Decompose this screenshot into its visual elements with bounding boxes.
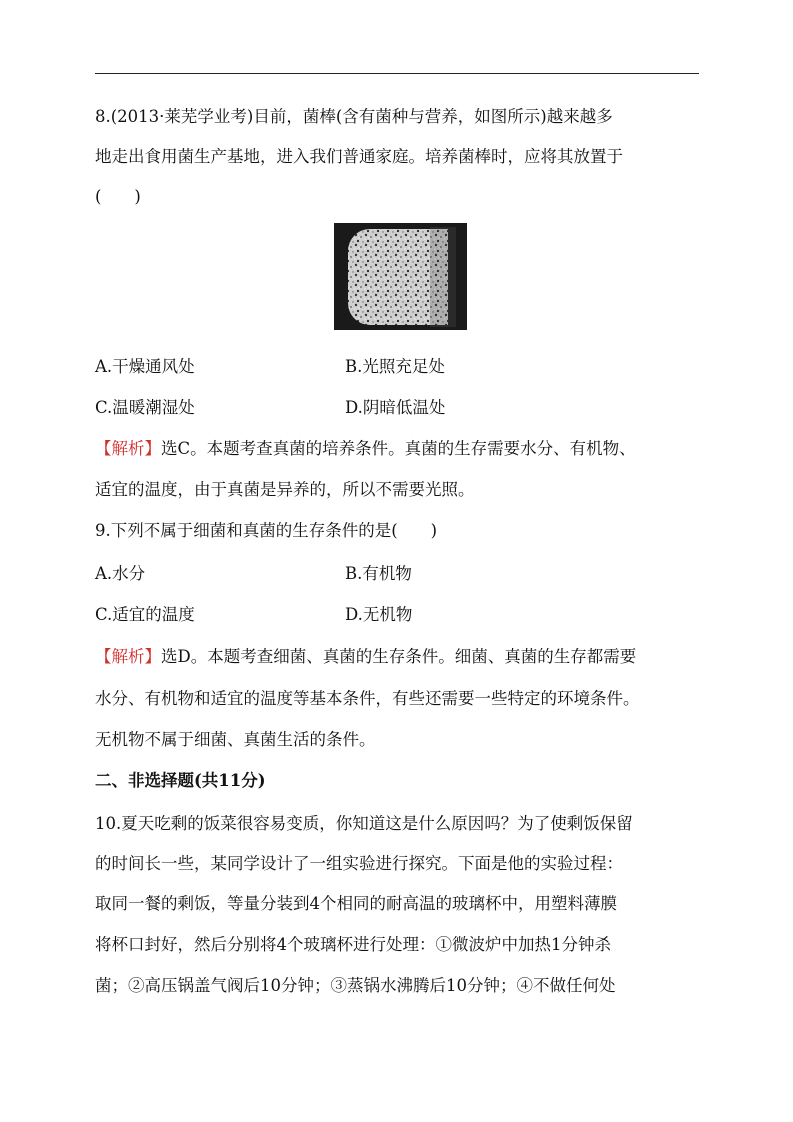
q9-explanation-text-1: 选D。本题考查细菌、真菌的生存条件。细菌、真菌的生存都需要	[161, 647, 637, 666]
q9-explanation-line-1	[95, 646, 636, 668]
q10-text-line-2: 的时间长一些，某同学设计了一组实验进行探究。下面是他的实验过程：	[95, 854, 623, 873]
q8-option-a: A.干燥通风处	[95, 357, 195, 376]
q8-option-c: C.温暖潮湿处	[95, 398, 195, 417]
q8-explanation-line-1	[95, 438, 636, 460]
q8-option-d: D.阴暗低温处	[345, 398, 446, 417]
q10-text-line-5: 菌；②高压锅盖气阀后10分钟；③蒸锅水沸腾后10分钟；④不做任何处	[95, 976, 616, 995]
q8-explanation-tag: 【解析】	[95, 439, 161, 458]
q8-explanation-line-2: 适宜的温度，由于真菌是异养的，所以不需要光照。	[95, 480, 475, 499]
q8-option-b: B.光照充足处	[345, 357, 445, 376]
header-rule	[95, 73, 699, 74]
q9-option-b: B.有机物	[345, 564, 412, 583]
section-heading: 二、非选择题(共11分)	[95, 771, 266, 790]
q8-explanation-text-1: 选C。本题考查真菌的培养条件。真菌的生存需要水分、有机物、	[161, 439, 636, 458]
q9-option-d: D.无机物	[345, 605, 413, 624]
mushroom-stick-figure	[334, 223, 467, 330]
q9-explanation-tag: 【解析】	[95, 647, 161, 666]
q9-explanation-line-2: 水分、有机物和适宜的温度等基本条件，有些还需要一些特定的环境条件。	[95, 689, 640, 708]
q8-text-line-3: ( )	[95, 187, 141, 206]
q9-explanation-line-3: 无机物不属于细菌、真菌生活的条件。	[95, 730, 376, 749]
q9-option-c: C.适宜的温度	[95, 605, 195, 624]
q10-text-line-4: 将杯口封好，然后分别将4个玻璃杯进行处理：①微波炉中加热1分钟杀	[95, 935, 611, 954]
q10-text-line-1: 10.夏天吃剩的饭菜很容易变质，你知道这是什么原因吗？为了使剩饭保留	[95, 814, 633, 833]
q8-text-line-2: 地走出食用菌生产基地，进入我们普通家庭。培养菌棒时，应将其放置于	[95, 147, 623, 166]
q10-text-line-3: 取同一餐的剩饭，等量分装到4个相同的耐高温的玻璃杯中，用塑料薄膜	[95, 894, 617, 913]
q9-option-a: A.水分	[95, 564, 146, 583]
q9-text-line-1: 9.下列不属于细菌和真菌的生存条件的是( )	[95, 521, 438, 540]
q8-text-line-1: 8.(2013·莱芜学业考)目前，菌棒(含有菌种与营养，如图所示)越来越多	[95, 107, 613, 126]
